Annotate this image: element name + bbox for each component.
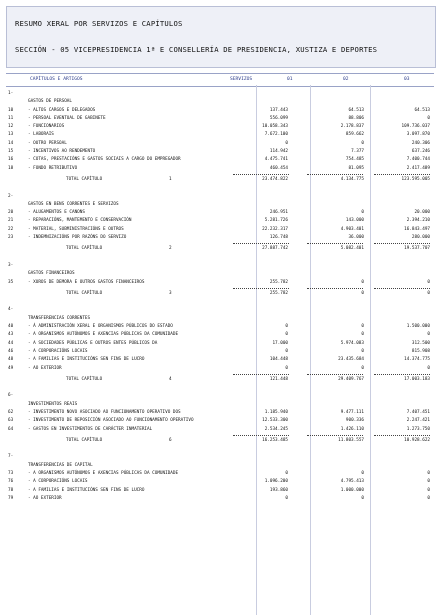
article-label: - A CORPORACIÓNS LOCAIS [28,348,88,354]
article-code: 12 [8,124,14,130]
value-s3: 0 [427,365,430,371]
value-s1: 0 [285,495,288,501]
value-s2: 0 [361,324,364,330]
article-code: 76 [8,479,14,485]
value-s2: 2.178.837 [340,124,364,130]
table-row [6,470,434,478]
article-code: 48 [8,357,14,363]
table-row [6,495,434,503]
chapter-code: 4- [8,307,14,313]
article-label: - GASTOS EN INVESTIMENTOS DE CARÁCTER INMATERIAL [28,426,153,432]
value-s2: 9.477.111 [340,409,364,415]
table-row [6,426,434,434]
chapter-title: GASTOS EN BENS CORRENTES E SERVIZOS [28,201,119,207]
value-s3: 20.000 [414,210,430,216]
chapter-code-row [6,262,434,270]
dotted-rule [374,374,430,375]
table-row [6,340,434,348]
article-label: - A FAMILIAS E INSTITUCIÓNS SEN FINS DE LUCRO [28,357,145,363]
table-body [6,90,434,503]
table-row [6,123,434,131]
chapter-code: 7- [8,454,14,460]
section-title: SECCIÓN - 05 VICEPRESIDENCIA 1ª E CONSELLERÍA DE PRESIDENCIA, XUSTIZA E DEPORTES [15,45,378,54]
chapter-code: 1- [8,91,14,96]
total-label: TOTAL CAPÍTULO [66,437,103,443]
dotted-rule [233,174,289,175]
value-s3: 109.736.037 [401,124,430,130]
value-s3: 280.000 [411,235,430,241]
table-row [6,107,434,115]
total-row [6,376,434,384]
value-s1: 22.232.317 [262,226,288,232]
value-s3: 0 [427,471,430,477]
dotted-rule [374,435,430,436]
article-label: - A CORPORACIÓNS LOCAIS [28,479,88,485]
article-code: 10 [8,107,14,113]
chapter-title-row [6,462,434,470]
total-s1: 23.474.822 [262,176,288,182]
value-s2: 1.426.110 [340,426,364,432]
value-s2: 1.000.000 [340,487,364,493]
article-code: 13 [8,132,14,138]
dotted-rule [233,288,289,289]
article-label: - AO EXTERIOR [28,495,62,501]
value-s1: 0 [285,348,288,354]
table-row [6,417,434,425]
value-s1: 0 [285,471,288,477]
col-capitulos: CAPÍTULOS E ARTIGOS [30,77,83,82]
value-s1: 12.533.300 [262,418,288,424]
value-s1: 7.672.100 [264,132,288,138]
value-s3: 7.407.451 [406,409,430,415]
spacer-row [6,445,434,453]
total-label: TOTAL CAPÍTULO [66,290,103,296]
total-s2: 0 [361,290,364,296]
article-code: 11 [8,115,14,121]
article-label: - INCENTIVOS AO RENDEMENTO [28,149,96,155]
article-label: - A FAMILIAS E INSTITUCIÓNS SEN FINS DE LUCRO [28,487,145,493]
chapter-code: 3- [8,262,14,268]
dotted-rule [307,288,363,289]
article-code: 20 [8,210,14,216]
value-s1: 17.000 [272,340,288,346]
article-code: 22 [8,226,14,232]
value-s1: 104.448 [269,357,288,363]
total-row [6,290,434,298]
value-s2: 88.806 [348,115,364,121]
total-s3: 19.537.707 [404,246,430,252]
article-code: 64 [8,426,14,432]
table-row [6,148,434,156]
table-row [6,226,434,234]
article-label: - XUROS DE DEMORA E OUTROS GASTOS FINANCEIROS [28,279,145,285]
value-s3: 0 [427,279,430,285]
chapter-title-row [6,98,434,106]
value-s3: 2.394.210 [406,218,430,224]
value-s2: 0 [361,210,364,216]
total-s3: 0 [427,290,430,296]
table-row [6,156,434,164]
total-s1: 255.782 [269,290,288,296]
article-code: 14 [8,140,14,146]
value-s3: 240.306 [411,140,430,146]
dotted-rule [307,435,363,436]
total-chapter-number: 3 [169,290,172,296]
total-s2: 4.134.775 [340,176,364,182]
value-s2: 4.795.413 [340,479,364,485]
article-label: - AO EXTERIOR [28,365,62,371]
article-code: 16 [8,157,14,163]
table-row [6,131,434,139]
article-code: 35 [8,279,14,285]
dotted-rule [374,174,430,175]
value-s2: 0 [361,140,364,146]
value-s3: 3.097.870 [406,132,430,138]
total-label: TOTAL CAPÍTULO [66,246,103,252]
article-label: - REPARACIÓNS, MANTEMENTO E CONSERVACIÓN [28,218,132,224]
value-s3: 637.246 [411,149,430,155]
value-s2: 0 [361,471,364,477]
article-code: 73 [8,471,14,477]
article-label: - PERSOAL EVENTUAL DE GABINETE [28,115,106,121]
report-header [6,6,436,68]
dotted-rule [307,174,363,175]
value-s1: 255.782 [269,279,288,285]
value-s2: 5.974.083 [340,340,364,346]
article-label: - INVESTIMENTO DE REPOSICIÓN ASOCIADO AO FUNCIONAMENTO OPERATIVO [28,418,194,424]
article-label: - FUNCIONARIOS [28,124,65,130]
col-s3: 03 [404,77,410,82]
article-label: - INVESTIMENTO NOVO ASOCIADO AO FUNCIONAMENTO OPERATIVO DOS [28,409,181,415]
article-label: - Á ADMINISTRACIÓN XERAL E ORGANISMOS PÚBLICOS DO ESTADO [28,324,173,330]
table-row [6,234,434,242]
value-s3: 0 [427,115,430,121]
article-code: 23 [8,235,14,241]
value-s2: 900.336 [345,418,364,424]
value-s3: 14.374.775 [404,357,430,363]
value-s1: 1.185.940 [264,409,288,415]
chapter-title: GASTOS FINANCEIROS [28,271,75,277]
dotted-rule [307,374,363,375]
chapter-code-row [6,453,434,461]
chapter-code-row [6,392,434,400]
total-chapter-number: 1 [169,176,172,182]
chapter-title-row [6,315,434,323]
table-row [6,365,434,373]
value-s3: 0 [427,332,430,338]
total-s3: 17.003.183 [404,376,430,382]
article-label: - A SOCIEDADES PÚBLICAS E OUTROS ENTES PÚBLICOS DA [28,340,158,346]
value-s2: 859.662 [345,132,364,138]
article-code: 40 [8,324,14,330]
table-row [6,478,434,486]
value-s3: 815.908 [411,348,430,354]
chapter-title: TRANSFERENCIAS DE CAPITAL [28,462,93,468]
chapter-title: TRANSFERENCIAS CORRENTES [28,315,91,321]
value-s1: 0 [285,324,288,330]
total-s2: 11.803.557 [338,437,364,443]
table-row [6,356,434,364]
value-s3: 0 [427,495,430,501]
spacer-row [6,254,434,262]
value-s3: 64.513 [414,107,430,113]
article-label: - COTAS, PRESTACIÓNS E GASTOS SOCIAIS A CARGO DO EMPREGADOR [28,157,181,163]
value-s2: 36.000 [348,235,364,241]
spacer-row [6,298,434,306]
table-row [6,115,434,123]
value-s2: 0 [361,348,364,354]
value-s1: 0 [285,365,288,371]
article-label: - INDEMNIZACIÓNS POR RAZÓNS DO SERVIZO [28,235,127,241]
spacer-row [6,384,434,392]
article-label: - OUTRO PERSOAL [28,140,67,146]
value-s2: 4.903.401 [340,226,364,232]
article-code: 63 [8,418,14,424]
value-s2: 0 [361,332,364,338]
value-s1: 2.534.245 [264,426,288,432]
value-s2: 64.513 [348,107,364,113]
value-s2: 81.095 [348,165,364,171]
value-s3: 0 [427,479,430,485]
value-s3: 1.273.750 [406,426,430,432]
total-chapter-number: 2 [169,246,172,252]
chapter-title-row [6,270,434,278]
chapter-code-row [6,193,434,201]
value-s2: 23.435.684 [338,357,364,363]
chapter-title: INVESTIMENTOS REAIS [28,401,78,407]
total-s3: 10.928.622 [404,437,430,443]
table-row [6,217,434,225]
value-s1: 193.860 [269,487,288,493]
dotted-rule [233,374,289,375]
chapter-code: 6- [8,393,14,399]
total-s2: 5.082.401 [340,246,364,252]
total-chapter-number: 4 [169,376,172,382]
value-s3: 1.500.000 [406,324,430,330]
article-label: - MATERIAL, SUBMINISTRACIÓNS E OUTROS [28,226,124,232]
article-label: - ALUGAMENTOS E CANONS [28,210,85,216]
value-s3: 0 [427,487,430,493]
value-s1: 246.951 [269,210,288,216]
article-code: 78 [8,487,14,493]
article-code: 79 [8,495,14,501]
col-s2: 02 [343,77,349,82]
article-code: 21 [8,218,14,224]
chapter-title-row [6,401,434,409]
spacer-row [6,184,434,192]
value-s3: 312.500 [411,340,430,346]
value-s1: 10.058.343 [262,124,288,130]
total-label: TOTAL CAPÍTULO [66,176,103,182]
table-row [6,140,434,148]
table-row [6,323,434,331]
article-label: - A ORGANISMOS AUTÓNOMOS E AXENCIAS PÚBLICAS DA COMUNIDADE [28,332,179,338]
table-row [6,348,434,356]
dotted-rule [374,243,430,244]
value-s3: 2.247.421 [406,418,430,424]
chapter-code-row [6,90,434,98]
dotted-rule [307,243,363,244]
total-label: TOTAL CAPÍTULO [66,376,103,382]
table-row [6,331,434,339]
article-code: 15 [8,149,14,155]
chapter-title: GASTOS DE PERSOAL [28,99,72,105]
chapter-code: 2- [8,193,14,199]
total-row [6,245,434,253]
article-code: 62 [8,409,14,415]
value-s2: 143.000 [345,218,364,224]
table-row [6,165,434,173]
value-s3: 7.400.744 [406,157,430,163]
value-s2: 7.377 [351,149,364,155]
article-label: - LABORAIS [28,132,54,138]
total-s3: 123.595.005 [401,176,430,182]
article-code: 18 [8,165,14,171]
value-s1: 126.748 [269,235,288,241]
dotted-rule [233,243,289,244]
dotted-rule [374,288,430,289]
value-s3: 2.417.489 [406,165,430,171]
total-row [6,437,434,445]
report-title: RESUMO XERAL POR SERVIZOS E CAPÍTULOS [15,19,183,28]
value-s2: 0 [361,279,364,285]
dotted-rule [233,435,289,436]
value-s1: 114.942 [269,149,288,155]
value-s2: 0 [361,495,364,501]
table-row [6,409,434,417]
chapter-code-row [6,306,434,314]
value-s1: 0 [285,332,288,338]
article-code: 49 [8,365,14,371]
value-s1: 4.475.741 [264,157,288,163]
value-s3: 16.843.497 [404,226,430,232]
article-label: - ALTOS CARGOS E DELEGADOS [28,107,96,113]
value-s2: 754.485 [345,157,364,163]
table-row [6,279,434,287]
table-row [6,209,434,217]
article-label: - A ORGANISMOS AUTÓNOMOS E AXENCIAS PÚBLICAS DA COMUNIDADE [28,471,179,477]
total-row [6,176,434,184]
total-s2: 29.409.767 [338,376,364,382]
value-s1: 0 [285,140,288,146]
value-s2: 0 [361,365,364,371]
value-s1: 460.454 [269,165,288,171]
total-s1: 121.448 [269,376,288,382]
total-chapter-number: 6 [169,437,172,443]
value-s1: 137.443 [269,107,288,113]
article-label: - FONDO RETRIBUTIVO [28,165,78,171]
value-s1: 556.099 [269,115,288,121]
total-s1: 16.253.485 [262,437,288,443]
chapter-title-row [6,201,434,209]
article-code: 44 [8,340,14,346]
col-s1: 01 [287,77,293,82]
article-code: 43 [8,332,14,338]
table-row [6,487,434,495]
total-s1: 27.887.742 [262,246,288,252]
value-s1: 5.281.726 [264,218,288,224]
col-servizos: SERVIZOS [230,77,253,82]
article-code: 46 [8,348,14,354]
value-s1: 1.096.200 [264,479,288,485]
